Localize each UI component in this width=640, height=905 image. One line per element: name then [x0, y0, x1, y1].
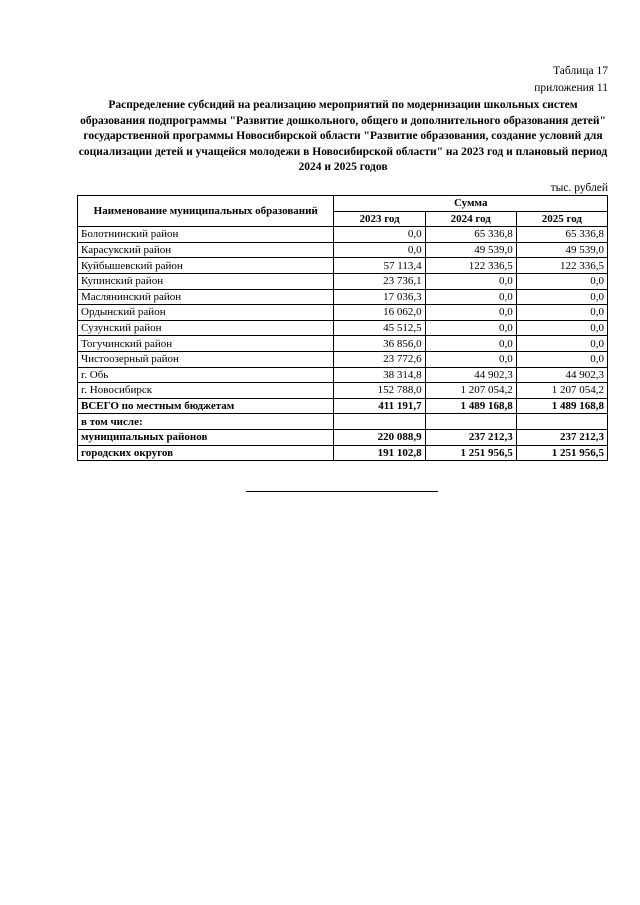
total-row	[78, 398, 608, 414]
municipality-name: Тогучинский район	[78, 336, 334, 352]
amount-2025: 49 539,0	[516, 242, 607, 258]
table-row	[78, 227, 608, 243]
urban-districts-row	[78, 445, 608, 461]
municipality-name: Ордынский район	[78, 305, 334, 321]
amount-2024: 65 336,8	[425, 227, 516, 243]
table-row	[78, 273, 608, 289]
municipality-name: г. Обь	[78, 367, 334, 383]
amount-2025: 0,0	[516, 351, 607, 367]
table-row	[78, 305, 608, 321]
amount-2023: 0,0	[334, 242, 425, 258]
table-row	[78, 320, 608, 336]
total-2024: 1 489 168,8	[425, 398, 516, 414]
amount-2025: 0,0	[516, 289, 607, 305]
including-label: в том числе:	[78, 414, 334, 430]
document-title: Распределение субсидий на реализацию мероприятий по модернизации школьных систем образования подпрограммы "Развитие дошкольного, общего и дополнительного образования детей" государственной программы Новосибирской области "Развитие образования, создание условий для социализации детей и учащейся молодежи в Новосибирской области" на 2023 год и плановый период 2024 и 2025 годов	[78, 99, 608, 173]
urban-2024: 1 251 956,5	[425, 445, 516, 461]
table-row	[78, 242, 608, 258]
municipality-name: Карасукский район	[78, 242, 334, 258]
year-2025-header: 2025 год	[516, 211, 607, 227]
amount-2024: 0,0	[425, 289, 516, 305]
urban-2025: 1 251 956,5	[516, 445, 607, 461]
municipal-districts-row	[78, 429, 608, 445]
table-row	[78, 336, 608, 352]
amount-2024: 0,0	[425, 351, 516, 367]
amount-2023: 23 736,1	[334, 273, 425, 289]
amount-2023: 23 772,6	[334, 351, 425, 367]
municipality-name: Маслянинский район	[78, 289, 334, 305]
amount-2024: 44 902,3	[425, 367, 516, 383]
including-row	[78, 414, 608, 430]
municipal-2024: 237 212,3	[425, 429, 516, 445]
amount-2023: 152 788,0	[334, 383, 425, 399]
amount-2025: 122 336,5	[516, 258, 607, 274]
amount-2025: 0,0	[516, 336, 607, 352]
total-2025: 1 489 168,8	[516, 398, 607, 414]
amount-2024: 49 539,0	[425, 242, 516, 258]
amount-2023: 0,0	[334, 227, 425, 243]
amount-2024: 0,0	[425, 336, 516, 352]
municipal-2025: 237 212,3	[516, 429, 607, 445]
amount-2023: 16 062,0	[334, 305, 425, 321]
amount-2023: 17 036,3	[334, 289, 425, 305]
table-row	[78, 258, 608, 274]
sum-column-header: Сумма	[334, 196, 608, 212]
amount-2025: 1 207 054,2	[516, 383, 607, 399]
municipality-name: Куйбышевский район	[78, 258, 334, 274]
year-2024-header: 2024 год	[425, 211, 516, 227]
year-2023-header: 2023 год	[334, 211, 425, 227]
amount-2025: 0,0	[516, 273, 607, 289]
amount-2023: 36 856,0	[334, 336, 425, 352]
units-label: тыс. рублей	[550, 182, 608, 194]
municipality-name: Болотнинский район	[78, 227, 334, 243]
subsidy-table	[77, 195, 608, 461]
municipality-name: Сузунский район	[78, 320, 334, 336]
name-column-header: Наименование муниципальных образований	[78, 196, 334, 227]
amount-2025: 0,0	[516, 320, 607, 336]
municipality-name: Чистоозерный район	[78, 351, 334, 367]
table-row	[78, 367, 608, 383]
urban-2023: 191 102,8	[334, 445, 425, 461]
amount-2025: 44 902,3	[516, 367, 607, 383]
amount-2023: 45 512,5	[334, 320, 425, 336]
urban-districts-label: городских округов	[78, 445, 334, 461]
municipality-name: Купинский район	[78, 273, 334, 289]
separator-line	[246, 491, 438, 492]
table-row	[78, 383, 608, 399]
total-2023: 411 191,7	[334, 398, 425, 414]
municipal-2023: 220 088,9	[334, 429, 425, 445]
amount-2024: 122 336,5	[425, 258, 516, 274]
total-label: ВСЕГО по местным бюджетам	[78, 398, 334, 414]
municipal-districts-label: муниципальных районов	[78, 429, 334, 445]
amount-2025: 0,0	[516, 305, 607, 321]
table-row	[78, 351, 608, 367]
amount-2024: 0,0	[425, 273, 516, 289]
amount-2023: 38 314,8	[334, 367, 425, 383]
amount-2024: 1 207 054,2	[425, 383, 516, 399]
amount-2025: 65 336,8	[516, 227, 607, 243]
table-row	[78, 289, 608, 305]
amount-2024: 0,0	[425, 305, 516, 321]
table-number: Таблица 17	[553, 65, 608, 77]
municipality-name: г. Новосибирск	[78, 383, 334, 399]
amount-2024: 0,0	[425, 320, 516, 336]
amount-2023: 57 113,4	[334, 258, 425, 274]
appendix-reference: приложения 11	[534, 82, 608, 94]
